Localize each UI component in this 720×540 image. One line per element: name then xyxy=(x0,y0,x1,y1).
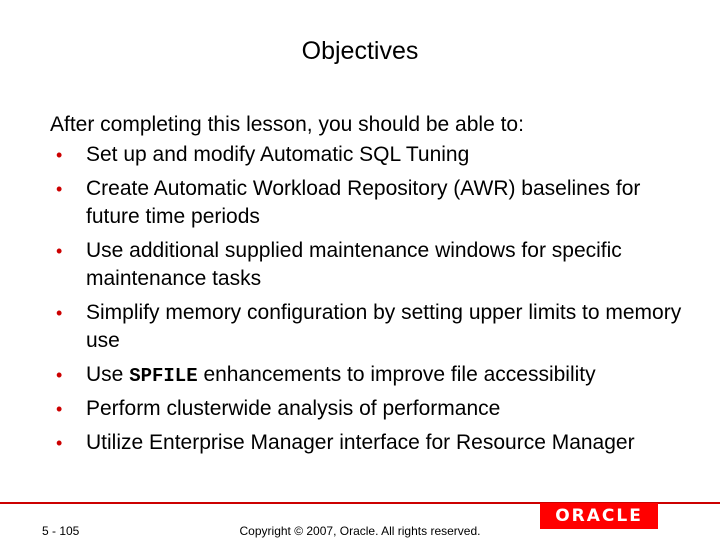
list-item xyxy=(50,429,690,458)
bullet-text-before: Use xyxy=(86,362,130,386)
list-item xyxy=(50,237,690,294)
page-number: 5 - 105 xyxy=(42,524,80,538)
objectives-list xyxy=(50,141,690,462)
spfile-code: SPFILE xyxy=(129,364,198,387)
bullet-text: Perform clusterwide analysis of performance xyxy=(86,397,501,420)
bullet-text: Create Automatic Workload Repository (AWR) baselines for future time periods xyxy=(86,176,641,228)
bullet-text: Set up and modify Automatic SQL Tuning xyxy=(86,143,470,166)
bullet-icon xyxy=(56,237,62,266)
list-item xyxy=(50,395,690,424)
slide-title: Objectives xyxy=(301,37,419,65)
bullet-icon xyxy=(56,395,62,424)
bullet-text: Utilize Enterprise Manager interface for Resource Manager xyxy=(86,430,635,454)
intro-text: After completing this lesson, you should be able to: xyxy=(50,113,524,136)
bullet-icon xyxy=(56,429,62,458)
oracle-logo: ORACLE xyxy=(540,503,658,529)
list-item xyxy=(50,299,690,356)
list-item xyxy=(50,141,690,170)
list-item xyxy=(50,175,690,232)
bullet-text: Simplify memory configuration by setting upper limits to memory use xyxy=(86,300,682,352)
list-item xyxy=(50,361,690,391)
bullet-icon xyxy=(56,175,62,204)
bullet-icon xyxy=(56,361,62,390)
copyright-notice: Copyright © 2007, Oracle. All rights reserved. xyxy=(239,524,481,538)
bullet-icon xyxy=(56,299,62,328)
bullet-text: Use additional supplied maintenance windows for specific maintenance tasks xyxy=(86,238,622,290)
bullet-icon xyxy=(56,141,62,170)
bullet-text-after: enhancements to improve file accessibility xyxy=(197,362,596,386)
